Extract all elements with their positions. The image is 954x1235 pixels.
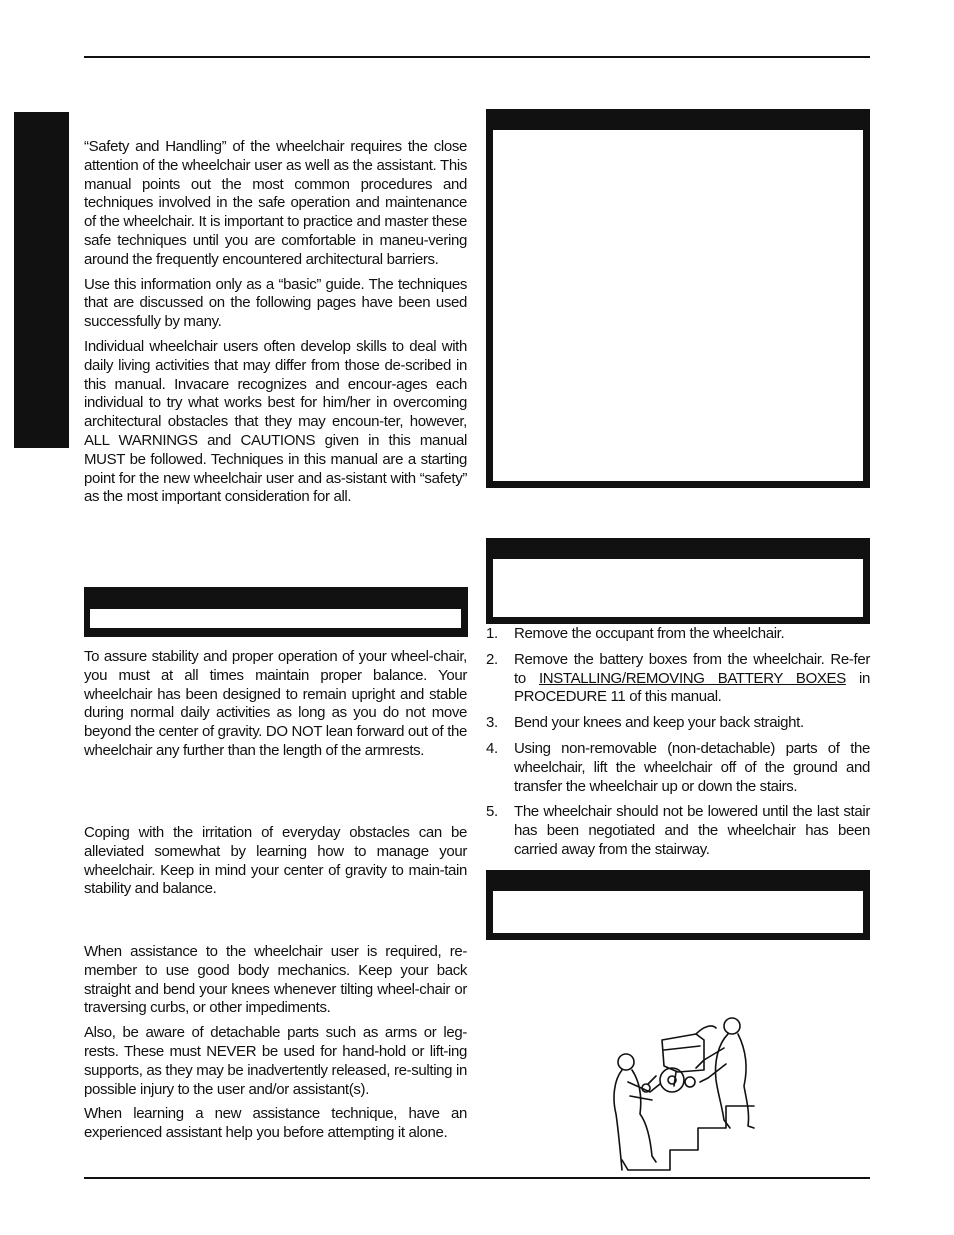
stair-carry-illustration xyxy=(600,1010,770,1175)
steps-list xyxy=(486,625,870,860)
step-number: 5. xyxy=(486,803,498,821)
step-number: 1. xyxy=(486,625,498,642)
stairs-steps xyxy=(486,625,870,867)
intro-section xyxy=(84,138,467,513)
step-number: 2. xyxy=(486,650,498,668)
bottom-rule xyxy=(84,1177,870,1179)
step-text: Remove the occupant from the wheelchair. xyxy=(514,625,785,642)
intro-paragraph-1: “Safety and Handling” of the wheelchair requires the close attention of the wheelchair user as well as the assistant. This manual points out the most common procedures and techniques involved in the safe operation and maintenance of the wheelchair. It is important to practice and master these safe techniques until you are comfortable in maneu-vering around the frequently encountered architectural barriers. xyxy=(84,138,467,268)
stability-section xyxy=(84,648,467,767)
coping-section xyxy=(84,824,467,905)
warning-box-small xyxy=(486,870,870,940)
assistance-paragraph-2: Also, be aware of detachable parts such as arms or leg-rests. These must NEVER be used for hand-hold or lift-ing supports, as they may be inadvertently released, re-sulting in possible injury to the user and/or assistant(s). xyxy=(84,1024,467,1098)
assistance-paragraph-1: When assistance to the wheelchair user is required, re-member to use good body mechanics. Keep your back straight and bend your knees whenever tilting wheel-chair or traversing curbs, or other impediments. xyxy=(84,943,467,1017)
intro-paragraph-2: Use this information only as a “basic” guide. The techniques that are discussed on the following pages have been used successfully by many. xyxy=(84,275,467,331)
step-item xyxy=(486,803,870,859)
intro-paragraph-3: Individual wheelchair users often develop skills to deal with daily living activities that may differ from those de-scribed in this manual. Invacare recognizes and encour-ages each individual to try what works best for him/her in overcoming architectural obstacles that they may encoun-ter, however, ALL WARNINGS and CAUTIONS given in this manual MUST be followed. Techniques in this manual are a starting point for the new wheelchair user and as-sistant with “safety” as the most important consideration for all. xyxy=(84,337,467,506)
step-text-post: in PROCEDURE 11 of this manual. xyxy=(514,669,870,706)
step-item xyxy=(486,651,870,707)
warning-box-medium-inner xyxy=(493,559,863,617)
step-item xyxy=(486,714,870,733)
step-text: The wheelchair should not be lowered until the last stair has been negotiated and the wheelchair has been carried away from the stairway. xyxy=(514,803,870,858)
step-item xyxy=(486,625,870,644)
warning-box-large xyxy=(486,109,870,488)
step-text-pre: Remove the battery boxes from the wheelchair. Re-fer to xyxy=(514,650,870,687)
warning-box-small-inner xyxy=(493,891,863,933)
stability-paragraph: To assure stability and proper operation of your wheel-chair, you must at all times maintain proper balance. Your wheelchair has been designed to remain upright and stable during normal daily activities as long as you do not move beyond the center of gravity. DO NOT lean forward out of the wheelchair any further than the length of the armrests. xyxy=(84,648,467,759)
warning-box-large-inner xyxy=(493,130,863,481)
step-item xyxy=(486,740,870,796)
assistance-section xyxy=(84,943,467,1149)
stability-heading-inner xyxy=(90,609,461,628)
step-number: 3. xyxy=(486,714,498,732)
stability-heading-box xyxy=(84,587,468,637)
battery-boxes-reference-link[interactable]: INSTALLING/REMOVING BATTERY BOXES xyxy=(538,669,846,687)
assistance-paragraph-3: When learning a new assistance technique, have an experienced assistant help you before attempting it alone. xyxy=(84,1105,467,1142)
step-number: 4. xyxy=(486,739,498,757)
coping-paragraph: Coping with the irritation of everyday obstacles can be alleviated somewhat by learning how to manage your wheelchair. Keep in mind your center of gravity to main-tain stability and balance. xyxy=(84,824,467,898)
step-text: Using non-removable (non-detachable) parts of the wheelchair, lift the wheelchair off of the ground and transfer the wheelchair up or down the stairs. xyxy=(514,739,870,795)
top-rule xyxy=(84,56,870,58)
section-tab xyxy=(14,112,69,448)
step-text: Bend your knees and keep your back straight. xyxy=(514,714,804,732)
warning-box-medium xyxy=(486,538,870,624)
